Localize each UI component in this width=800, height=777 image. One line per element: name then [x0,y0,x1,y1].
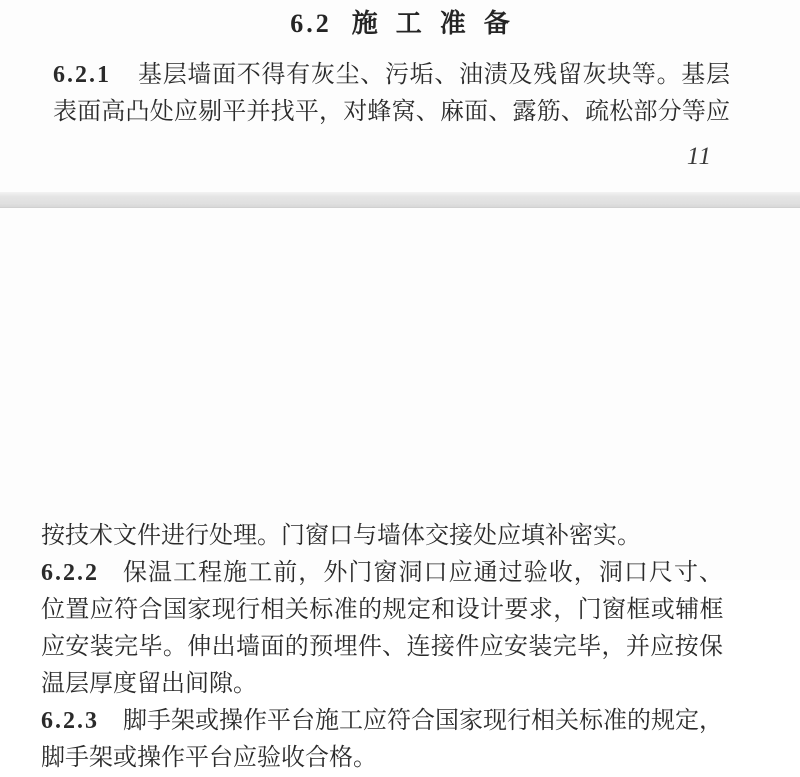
text-line [53,57,730,94]
section-heading-number: 6.2 [290,9,332,38]
text-line: 表面高凸处应剔平并找平，对蜂窝、麻面、露筋、疏松部分等应 [53,99,730,125]
text-line: 脚手架或操作平台应验收合格。 [41,745,377,771]
text-line [41,703,723,740]
text-line: 温层厚度留出间隙。 [41,671,257,697]
text-line: 按技术文件进行处理。门窗口与墙体交接处应填补密实。 [41,523,641,549]
clause-text: 基层墙面不得有灰尘、污垢、油渍及残留灰块等。基层 [138,62,730,88]
clause-text: 保温工程施工前，外门窗洞口应通过验收，洞口尺寸、 [123,560,723,586]
text-line: 位置应符合国家现行相关标准的规定和设计要求，门窗框或辅框 [41,597,723,623]
section-heading-title: 施工准备 [351,9,528,38]
clause-text: 脚手架或操作平台施工应符合国家现行相关标准的规定， [123,708,723,734]
section-heading [0,8,800,40]
page-number: 11 [686,143,712,170]
page-12-text-block [41,518,723,777]
clause-number: 6.2.1 [53,62,111,88]
text-line: 应安装完毕。伸出墙面的预埋件、连接件应安装完毕，并应按保 [41,634,723,660]
clause-number: 6.2.2 [41,560,99,586]
clause-number: 6.2.3 [41,708,99,734]
page-11-fragment [0,0,800,192]
page-separator [0,192,800,208]
page-12-fragment [0,208,800,771]
text-line [41,555,723,592]
clause-6-2-1-paragraph [53,57,730,131]
